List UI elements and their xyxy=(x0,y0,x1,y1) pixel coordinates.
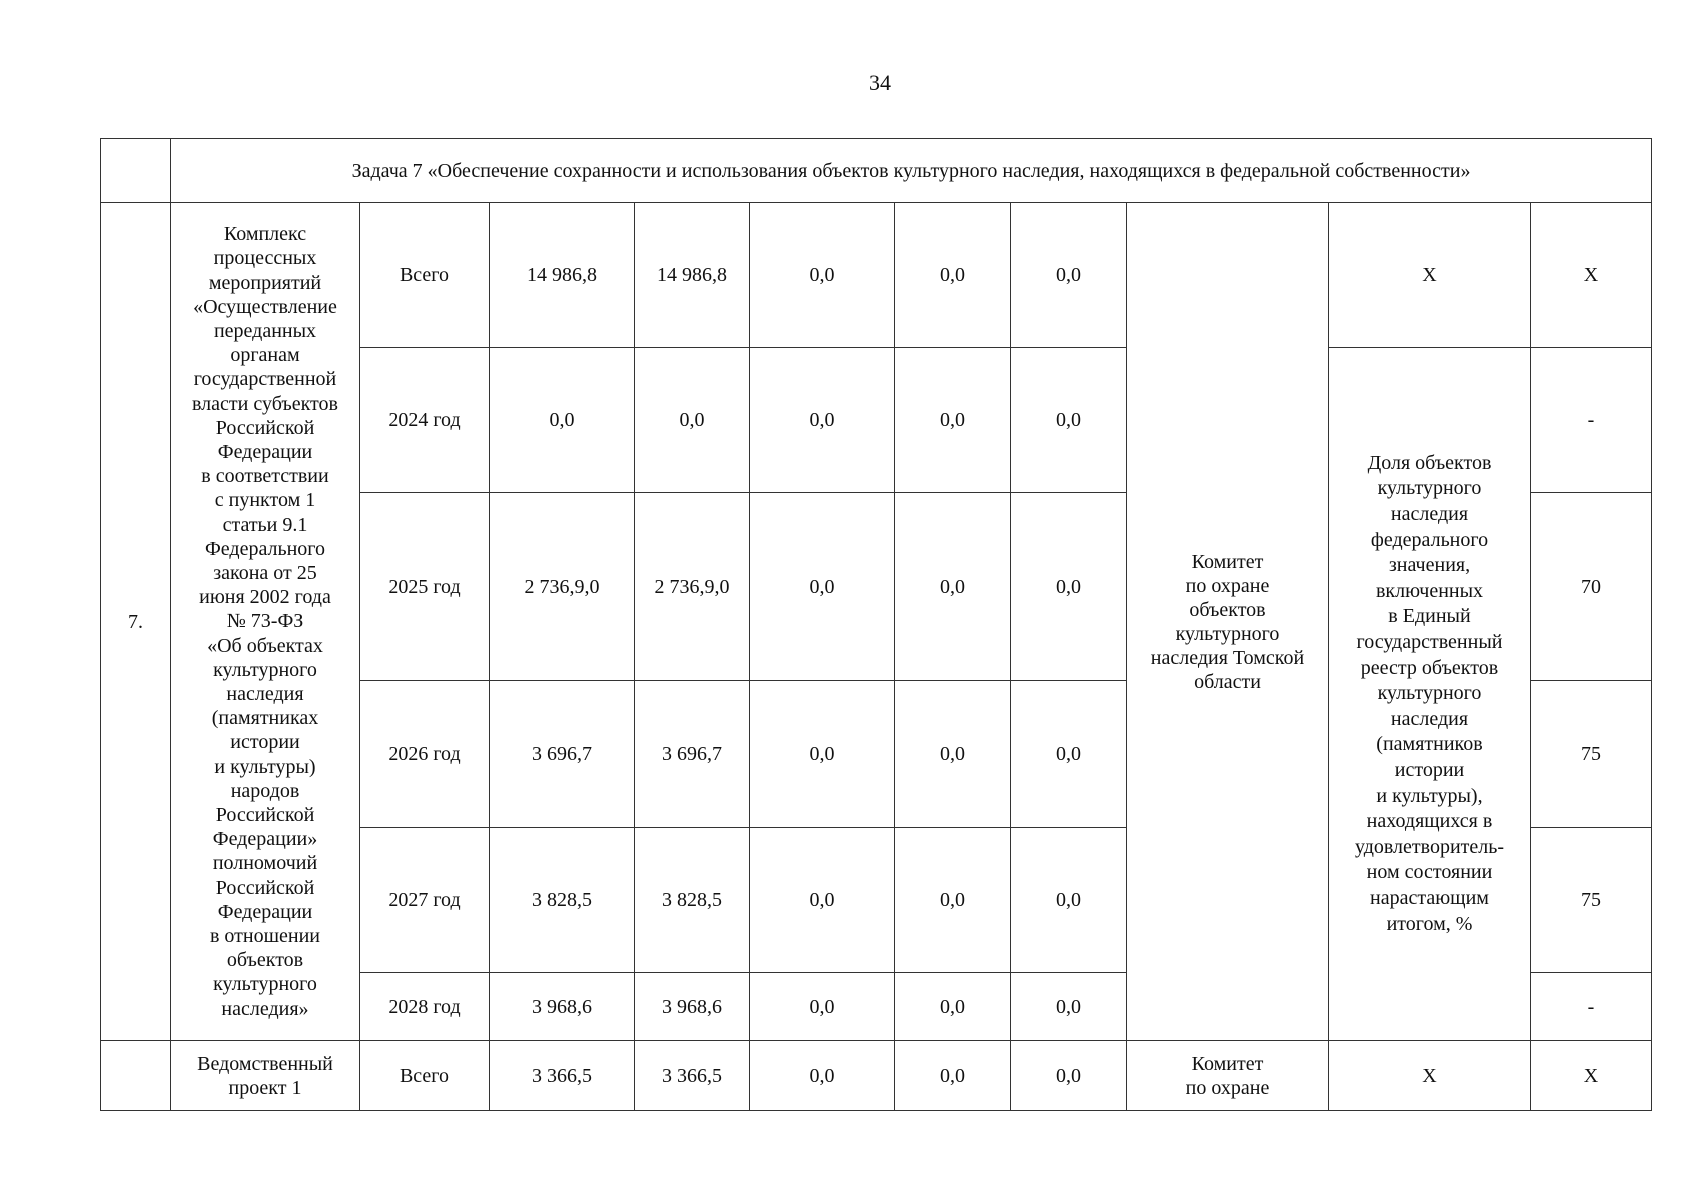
item-number: 7. xyxy=(101,203,171,1041)
total-cell: 14 986,8 xyxy=(490,203,635,348)
regional-cell: 3 366,5 xyxy=(635,1041,750,1111)
amount-cell: 0,0 xyxy=(1011,1041,1127,1111)
amount-cell: 0,0 xyxy=(895,493,1011,681)
amount-cell: 0,0 xyxy=(750,348,895,493)
amount-cell: 0,0 xyxy=(895,681,1011,828)
total-cell: 3 828,5 xyxy=(490,828,635,973)
period-cell: 2028 год xyxy=(360,973,490,1041)
amount-cell: 0,0 xyxy=(1011,828,1127,973)
amount-cell: 0,0 xyxy=(750,1041,895,1111)
total-cell: 3 968,6 xyxy=(490,973,635,1041)
total-cell: 2 736,9,0 xyxy=(490,493,635,681)
value-cell: - xyxy=(1531,973,1652,1041)
task-number-cell xyxy=(101,139,171,203)
period-cell: 2024 год xyxy=(360,348,490,493)
amount-cell: 0,0 xyxy=(1011,493,1127,681)
period-cell: Всего xyxy=(360,1041,490,1111)
page-number: 34 xyxy=(869,70,891,95)
table-row xyxy=(101,203,1652,348)
period-cell: Всего xyxy=(360,203,490,348)
vedom-name: Ведомственный проект 1 xyxy=(171,1041,360,1111)
amount-cell: 0,0 xyxy=(1011,203,1127,348)
value-cell: - xyxy=(1531,348,1652,493)
total-cell: 0,0 xyxy=(490,348,635,493)
responsible-cell: Комитет по охране xyxy=(1127,1041,1329,1111)
task-row xyxy=(101,139,1652,203)
regional-cell: 14 986,8 xyxy=(635,203,750,348)
amount-cell: 0,0 xyxy=(1011,348,1127,493)
responsible-cell: Комитет по охране объектов культурного наследия Томской области xyxy=(1127,203,1329,1041)
amount-cell: 0,0 xyxy=(1011,973,1127,1041)
program-table xyxy=(100,138,1652,1111)
amount-cell: 0,0 xyxy=(895,348,1011,493)
value-cell: 75 xyxy=(1531,828,1652,973)
amount-cell: 0,0 xyxy=(750,828,895,973)
amount-cell: 0,0 xyxy=(895,828,1011,973)
period-cell: 2026 год xyxy=(360,681,490,828)
regional-cell: 3 696,7 xyxy=(635,681,750,828)
total-cell: 3 366,5 xyxy=(490,1041,635,1111)
regional-cell: 3 968,6 xyxy=(635,973,750,1041)
value-cell: X xyxy=(1531,203,1652,348)
task-title: Задача 7 «Обеспечение сохранности и использования объектов культурного наследия, находящихся в федеральной собственности» xyxy=(171,139,1652,203)
vedom-number-cell xyxy=(101,1041,171,1111)
value-cell: 70 xyxy=(1531,493,1652,681)
regional-cell: 3 828,5 xyxy=(635,828,750,973)
indicator-total-cell: X xyxy=(1329,203,1531,348)
amount-cell: 0,0 xyxy=(895,973,1011,1041)
value-cell: X xyxy=(1531,1041,1652,1111)
vedom-row xyxy=(101,1041,1652,1111)
item-name: Комплекс процессных мероприятий «Осуществление переданных органам государственной власти субъектов Российской Федерации в соответствии с пунктом 1 статьи 9.1 Федерального закона от 25 июня 2002 года № 73-ФЗ «Об объектах культурного наследия (памятниках истории и культуры) народов Российской Федерации» полномочий Российской Федерации в отношении объектов культурного наследия» xyxy=(171,203,360,1041)
period-cell: 2025 год xyxy=(360,493,490,681)
total-cell: 3 696,7 xyxy=(490,681,635,828)
indicator-total-cell: X xyxy=(1329,1041,1531,1111)
amount-cell: 0,0 xyxy=(750,203,895,348)
regional-cell: 2 736,9,0 xyxy=(635,493,750,681)
period-cell: 2027 год xyxy=(360,828,490,973)
amount-cell: 0,0 xyxy=(750,493,895,681)
amount-cell: 0,0 xyxy=(1011,681,1127,828)
amount-cell: 0,0 xyxy=(895,1041,1011,1111)
amount-cell: 0,0 xyxy=(895,203,1011,348)
amount-cell: 0,0 xyxy=(750,681,895,828)
value-cell: 75 xyxy=(1531,681,1652,828)
regional-cell: 0,0 xyxy=(635,348,750,493)
indicator-cell: Доля объектов культурного наследия федерального значения, включенных в Единый государственный реестр объектов культурного наследия (памятников истории и культуры), находящихся в удовлетворитель- ном состоянии нарастающим итогом, % xyxy=(1329,348,1531,1041)
amount-cell: 0,0 xyxy=(750,973,895,1041)
